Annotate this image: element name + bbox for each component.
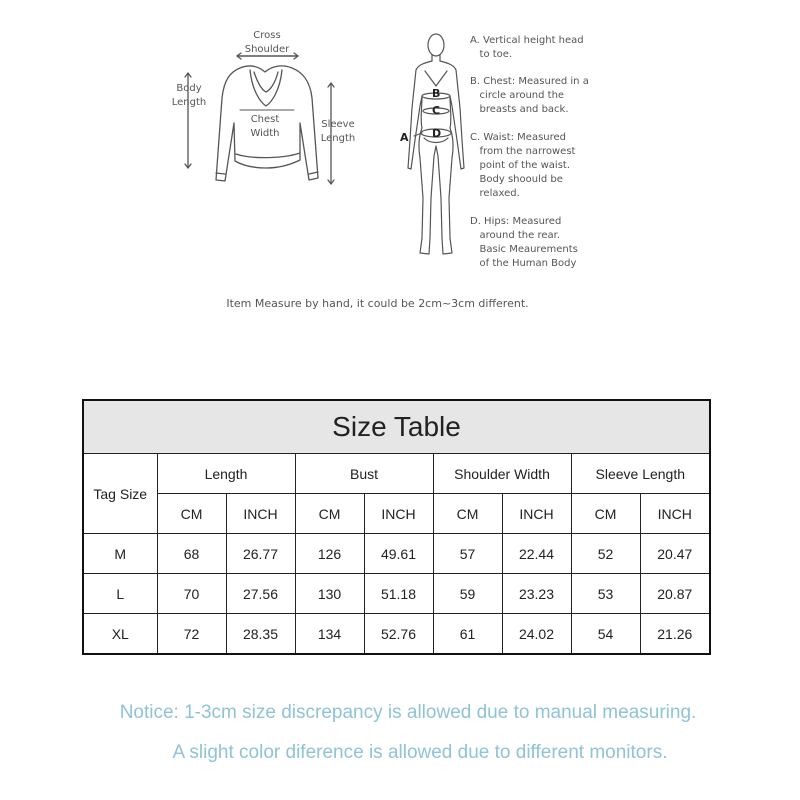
value-cell: 20.87 (640, 574, 710, 614)
value-cell: 72 (157, 614, 226, 655)
value-cell: 68 (157, 534, 226, 574)
unit-header: CM (295, 494, 364, 534)
legend-c: C. Waist: Measured from the narrowest point of the waist. Body shoould be relaxed. (470, 132, 576, 199)
unit-header: INCH (226, 494, 295, 534)
value-cell: 28.35 (226, 614, 295, 655)
value-cell: 21.26 (640, 614, 710, 655)
letter-b: B (432, 87, 441, 100)
size-table (82, 399, 711, 655)
unit-header: INCH (502, 494, 571, 534)
tag-size-header: Tag Size (83, 454, 157, 534)
group-header-shoulder-width: Shoulder Width (433, 454, 571, 494)
notice-color-difference: A slight color diference is allowed due to different monitors. (172, 742, 668, 763)
cross-shoulder-label: Cross Shoulder (244, 30, 290, 55)
unit-header: INCH (640, 494, 710, 534)
value-cell: 51.18 (364, 574, 433, 614)
table-row (83, 574, 710, 614)
size-cell: M (83, 534, 157, 574)
group-header-bust: Bust (295, 454, 433, 494)
value-cell: 61 (433, 614, 502, 655)
size-table-title: Size Table (83, 400, 710, 454)
legend-b: B. Chest: Measured in a circle around the breasts and back. (470, 76, 589, 115)
value-cell: 59 (433, 574, 502, 614)
human-body-figure (400, 28, 470, 268)
value-cell: 130 (295, 574, 364, 614)
unit-header: CM (157, 494, 226, 534)
legend-d: D. Hips: Measured around the rear. Basic Meaurements of the Human Body (470, 216, 578, 269)
legend-a: A. Vertical height head to toe. (470, 35, 584, 60)
unit-header: CM (571, 494, 640, 534)
value-cell: 54 (571, 614, 640, 655)
value-cell: 20.47 (640, 534, 710, 574)
unit-header: INCH (364, 494, 433, 534)
group-header-length: Length (157, 454, 295, 494)
size-cell: L (83, 574, 157, 614)
value-cell: 57 (433, 534, 502, 574)
unit-header: CM (433, 494, 502, 534)
value-cell: 134 (295, 614, 364, 655)
value-cell: 70 (157, 574, 226, 614)
letter-d: D (432, 127, 442, 140)
value-cell: 49.61 (364, 534, 433, 574)
value-cell: 22.44 (502, 534, 571, 574)
value-cell: 52.76 (364, 614, 433, 655)
value-cell: 23.23 (502, 574, 571, 614)
notice-manual-measuring: Notice: 1-3cm size discrepancy is allowed due to manual measuring. (119, 702, 697, 723)
table-row (83, 534, 710, 574)
value-cell: 27.56 (226, 574, 295, 614)
size-cell: XL (83, 614, 157, 655)
value-cell: 52 (571, 534, 640, 574)
letter-c: C (432, 104, 441, 117)
body-length-label: Body Length (171, 83, 207, 108)
measure-note: Item Measure by hand, it could be 2cm~3cm different. (226, 297, 529, 310)
value-cell: 126 (295, 534, 364, 574)
letter-a: A (400, 131, 409, 144)
value-cell: 53 (571, 574, 640, 614)
chest-width-label: Chest Width (250, 114, 280, 139)
value-cell: 26.77 (226, 534, 295, 574)
sleeve-length-label: Sleeve Length (320, 119, 356, 144)
group-header-sleeve-length: Sleeve Length (571, 454, 710, 494)
value-cell: 24.02 (502, 614, 571, 655)
table-row (83, 614, 710, 655)
